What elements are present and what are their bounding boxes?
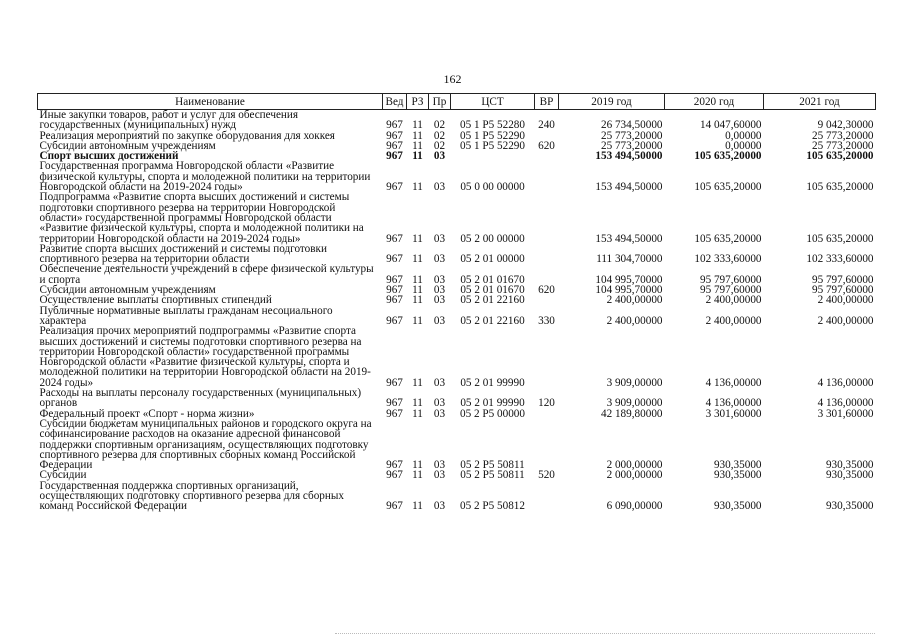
cell-name: Государственная поддержка спортивных организаций, осуществляющих подготовку спортивного резерва для сборных команд Российской Федерации — [39, 479, 345, 513]
cell-pr: 03 — [433, 284, 446, 297]
cell-pr: 03 — [433, 150, 446, 163]
cell-2019: 2 000,00000 — [606, 459, 663, 472]
cell-2020: 3 301,60000 — [705, 407, 762, 420]
cell-vr: 120 — [538, 397, 555, 410]
cell-vr — [535, 244, 559, 265]
cell-name: Обеспечение деятельности учреждений в сфере физической культуры и спорта — [39, 263, 374, 286]
cell-2021: 930,35000 — [825, 500, 874, 513]
header-ved: Вед — [383, 94, 407, 110]
cell-vr — [535, 409, 559, 419]
cell-name: Субсидии автономным учреждениям — [39, 284, 216, 297]
budget-table — [37, 93, 876, 512]
cell-2020: 105 635,20000 — [694, 232, 762, 245]
cell-cst: 05 2 00 00000 — [460, 232, 525, 245]
cell-vr — [535, 295, 559, 305]
footer-divider — [335, 633, 875, 635]
cell-vr — [535, 192, 559, 243]
cell-cst: 05 2 01 22160 — [460, 294, 525, 307]
cell-ved: 967 — [386, 397, 403, 410]
cell-2019: 42 189,80000 — [600, 407, 663, 420]
cell-rz: 11 — [412, 314, 423, 327]
cell-2019: 6 090,00000 — [606, 500, 663, 513]
header-cst: ЦСТ — [451, 94, 535, 110]
cell-vr: 330 — [538, 314, 555, 327]
cell-vr: 240 — [538, 119, 555, 132]
cell-vr — [535, 161, 559, 192]
cell-rz: 11 — [412, 284, 423, 297]
cell-2020: 14 047,60000 — [699, 119, 762, 132]
table-header-row — [38, 94, 876, 110]
cell-vr: 620 — [538, 284, 555, 297]
table-row — [38, 244, 876, 265]
cell-2019: 2 000,00000 — [606, 469, 663, 482]
cell-pr: 03 — [433, 376, 446, 389]
table-row — [38, 481, 876, 512]
cell-pr: 03 — [433, 253, 446, 266]
cell-name: Публичные нормативные выплаты гражданам несоциального характера — [39, 304, 333, 327]
cell-2020: 105 635,20000 — [694, 181, 762, 194]
page-number: 162 — [443, 72, 462, 86]
cell-2020: 95 797,60000 — [699, 284, 762, 297]
cell-2021: 930,35000 — [825, 459, 874, 472]
cell-cst: 05 2 01 00000 — [460, 253, 525, 266]
cell-rz: 11 — [412, 397, 423, 410]
cell-vr — [535, 419, 559, 470]
cell-ved: 967 — [386, 181, 403, 194]
cell-ved: 967 — [386, 314, 403, 327]
cell-name: Государственная программа Новгородской области «Развитие физической культуры, спорта и молодежной политики на территории Новгородской области на 2019-2024 годы» — [39, 160, 371, 194]
cell-name: Иные закупки товаров, работ и услуг для обеспечения государственных (муниципальных) нужд — [39, 109, 299, 132]
cell-pr: 02 — [433, 129, 446, 142]
cell-cst: 05 2 P5 50811 — [460, 459, 525, 472]
cell-2020: 2 400,00000 — [705, 314, 762, 327]
cell-rz: 11 — [412, 181, 423, 194]
cell-2020: 0,00000 — [725, 129, 762, 142]
header-rz: РЗ — [407, 94, 429, 110]
header-2021: 2021 год — [764, 94, 876, 110]
cell-name: Субсидии бюджетам муниципальных районов и городского округа на софинансирование расходов на оказание адресной финансовой поддержки спортивным организациям, осуществляющих подготовку спортивного резерва для спортивных сборных команд Российской Федерации — [39, 417, 372, 472]
cell-pr: 03 — [433, 459, 446, 472]
cell-cst: 05 2 P5 50811 — [460, 469, 525, 482]
cell-ved: 967 — [386, 119, 403, 132]
cell-rz: 11 — [412, 500, 423, 513]
table-row — [38, 388, 876, 409]
cell-ved: 967 — [386, 284, 403, 297]
cell-pr: 02 — [433, 119, 446, 132]
cell-ved: 967 — [386, 376, 403, 389]
cell-2019: 104 995,70000 — [595, 284, 663, 297]
cell-2019: 104 995,70000 — [595, 273, 663, 286]
cell-2021: 930,35000 — [825, 469, 874, 482]
cell-2021: 4 136,00000 — [817, 397, 874, 410]
table-row — [38, 192, 876, 243]
cell-2020: 2 400,00000 — [705, 294, 762, 307]
cell-vr — [535, 264, 559, 285]
cell-2019: 25 773,20000 — [600, 139, 663, 152]
cell-2020: 105 635,20000 — [694, 150, 762, 163]
cell-rz: 11 — [412, 253, 423, 266]
cell-ved: 967 — [386, 500, 403, 513]
cell-name: Развитие спорта высших достижений и системы подготовки спортивного резерва на территории области — [39, 242, 327, 266]
table-row — [38, 264, 876, 285]
cell-name: Спорт высших достижений — [39, 150, 179, 163]
cell-2021: 3 301,60000 — [817, 407, 874, 420]
cell-2019: 2 400,00000 — [606, 314, 663, 327]
cell-vr — [535, 481, 559, 512]
cell-rz: 11 — [412, 407, 423, 420]
cell-ved: 967 — [386, 232, 403, 245]
cell-2021: 105 635,20000 — [806, 181, 874, 194]
cell-rz: 11 — [412, 119, 423, 132]
cell-cst: 05 2 01 01670 — [460, 273, 525, 286]
cell-cst: 05 2 01 99990 — [460, 376, 525, 389]
table-row — [38, 161, 876, 192]
cell-2019: 153 494,50000 — [595, 181, 663, 194]
cell-2019: 153 494,50000 — [595, 232, 663, 245]
cell-ved: 967 — [386, 150, 403, 163]
table-body — [38, 110, 876, 512]
cell-rz: 11 — [412, 129, 423, 142]
cell-cst: 05 1 P5 52290 — [460, 129, 525, 142]
cell-2021: 102 333,60000 — [806, 253, 874, 266]
cell-2021: 2 400,00000 — [817, 294, 874, 307]
cell-rz: 11 — [412, 469, 423, 482]
cell-2020: 930,35000 — [713, 500, 762, 513]
cell-cst: 05 2 P5 00000 — [460, 407, 525, 420]
cell-rz: 11 — [412, 139, 423, 152]
cell-2021: 105 635,20000 — [806, 150, 874, 163]
cell-2019: 25 773,20000 — [600, 129, 663, 142]
cell-name: Субсидии автономным учреждениям — [39, 139, 216, 152]
cell-rz: 11 — [412, 294, 423, 307]
cell-2021: 4 136,00000 — [817, 376, 874, 389]
cell-2021: 25 773,20000 — [811, 139, 874, 152]
header-vr: ВР — [535, 94, 559, 110]
cell-2020: 930,35000 — [713, 469, 762, 482]
cell-name: Субсидии — [39, 469, 87, 482]
cell-name: Федеральный проект «Спорт - норма жизни» — [39, 407, 255, 420]
cell-2019: 2 400,00000 — [606, 294, 663, 307]
cell-2019: 111 304,70000 — [596, 253, 663, 266]
cell-name: Реализация прочих мероприятий подпрограммы «Развитие спорта высших достижений и системы подготовки спортивного резерва на территории Новгородской области» государственной программы Новгородской области «Развитие физической культуры, спорта и молодежной политики на территории Новгородской области на 2019-2024 годы» — [39, 325, 371, 389]
table-row — [38, 419, 876, 470]
cell-ved: 967 — [386, 407, 403, 420]
table-row — [38, 110, 876, 131]
cell-2019: 3 909,00000 — [606, 376, 663, 389]
cell-2021: 25 773,20000 — [811, 129, 874, 142]
cell-pr: 02 — [433, 139, 446, 152]
header-name: Наименование — [38, 94, 383, 110]
cell-ved: 967 — [386, 459, 403, 472]
cell-vr — [535, 151, 559, 161]
cell-2020: 95 797,60000 — [699, 273, 762, 286]
cell-ved: 967 — [386, 469, 403, 482]
cell-ved: 967 — [386, 294, 403, 307]
cell-cst: 05 2 01 99990 — [460, 397, 525, 410]
cell-2020: 4 136,00000 — [705, 397, 762, 410]
cell-pr: 03 — [433, 500, 446, 513]
cell-cst: 05 0 00 00000 — [460, 181, 525, 194]
cell-rz: 11 — [412, 150, 423, 163]
cell-2021: 105 635,20000 — [806, 232, 874, 245]
cell-ved: 967 — [386, 139, 403, 152]
cell-2020: 102 333,60000 — [694, 253, 762, 266]
cell-pr: 03 — [433, 469, 446, 482]
cell-rz: 11 — [412, 273, 423, 286]
cell-rz: 11 — [412, 376, 423, 389]
cell-rz: 11 — [412, 232, 423, 245]
cell-ved: 967 — [386, 253, 403, 266]
cell-2019: 153 494,50000 — [595, 150, 663, 163]
cell-2021: 9 042,30000 — [817, 119, 874, 132]
table-row — [38, 326, 876, 388]
cell-cst: 05 2 01 01670 — [460, 284, 525, 297]
cell-pr: 03 — [433, 273, 446, 286]
cell-pr: 03 — [433, 232, 446, 245]
cell-name: Реализация мероприятий по закупке оборудования для хоккея — [39, 129, 335, 142]
cell-pr: 03 — [433, 294, 446, 307]
cell-2020: 930,35000 — [713, 459, 762, 472]
cell-cst: 05 2 01 22160 — [460, 314, 525, 327]
cell-cst — [451, 151, 535, 161]
cell-2021: 2 400,00000 — [817, 314, 874, 327]
cell-pr: 03 — [433, 181, 446, 194]
cell-cst: 05 1 P5 52290 — [460, 139, 525, 152]
header-2020: 2020 год — [665, 94, 764, 110]
cell-vr: 520 — [538, 469, 555, 482]
cell-vr: 620 — [538, 139, 555, 152]
cell-pr: 03 — [433, 397, 446, 410]
cell-2019: 3 909,00000 — [606, 397, 663, 410]
cell-name: Расходы на выплаты персоналу государственных (муниципальных) органов — [39, 387, 362, 410]
cell-vr — [535, 326, 559, 388]
header-pr: Пр — [429, 94, 451, 110]
cell-2020: 0,00000 — [725, 139, 762, 152]
header-2019: 2019 год — [559, 94, 665, 110]
cell-2021: 95 797,60000 — [811, 284, 874, 297]
cell-cst: 05 1 P5 52280 — [460, 119, 525, 132]
cell-pr: 03 — [433, 407, 446, 420]
cell-name: Осуществление выплаты спортивных стипендий — [39, 294, 272, 307]
cell-ved: 967 — [386, 273, 403, 286]
cell-cst: 05 2 P5 50812 — [460, 500, 525, 513]
cell-2021: 95 797,60000 — [811, 273, 874, 286]
cell-rz: 11 — [412, 459, 423, 472]
cell-2019: 26 734,50000 — [600, 119, 663, 132]
cell-2020: 4 136,00000 — [705, 376, 762, 389]
cell-name: Подпрограмма «Развитие спорта высших достижений и системы подготовки спортивного резерва на территории Новгородской области» государственной программы Новгородской области «Развитие физической культуры, спорта и молодежной политики на территории Новгородской области на 2019-2024 годы» — [39, 191, 364, 245]
cell-ved: 967 — [386, 129, 403, 142]
table-row — [38, 306, 876, 327]
cell-pr: 03 — [433, 314, 446, 327]
